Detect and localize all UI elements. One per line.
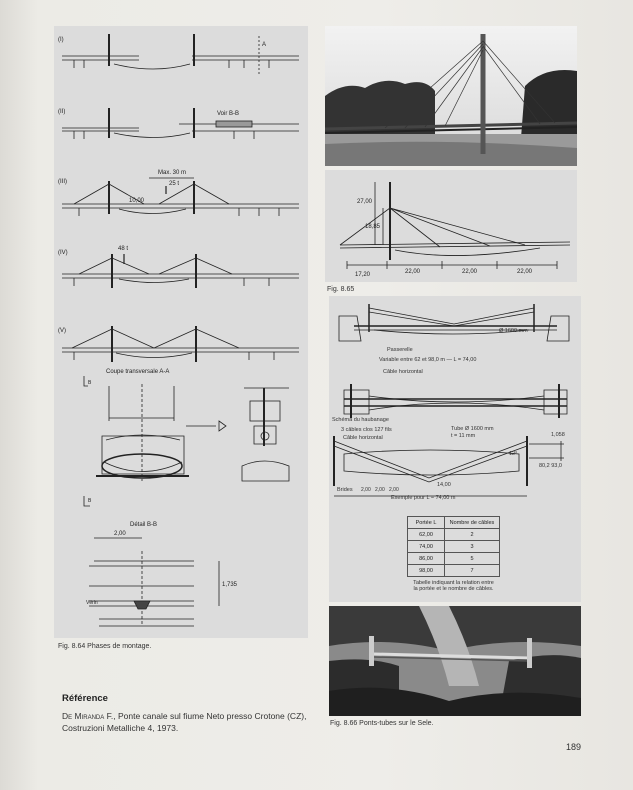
span-1-label: 17,20 bbox=[355, 272, 371, 278]
section-mark-a: A bbox=[262, 42, 267, 48]
table-header-cell: Portée L bbox=[408, 517, 445, 529]
cables-table bbox=[407, 516, 500, 577]
dim-1735-label: 1,735 bbox=[222, 582, 238, 588]
span-2-label: 22,00 bbox=[405, 269, 421, 275]
phase-1-diagram bbox=[62, 34, 299, 74]
dim-1058-label: 1,058 bbox=[551, 432, 565, 438]
phase-label-1: (I) bbox=[58, 37, 64, 43]
table-cell: 2 bbox=[445, 529, 500, 541]
detail-bb-title: Détail B-B bbox=[130, 522, 158, 528]
phase-2-diagram bbox=[62, 108, 299, 139]
table-header-row bbox=[408, 517, 500, 529]
reference-text: , Ponte canale sul fiume Neto presso Crotone (CZ), Costruzioni Metalliche 4, 1973. bbox=[62, 711, 307, 733]
table-note-1: Tabelle indiquant la relation entre bbox=[413, 580, 494, 586]
exemple-label: Exemple pour L = 74,00 m bbox=[391, 495, 456, 501]
table-cell: 3 bbox=[445, 541, 500, 553]
table-cell: 5 bbox=[445, 553, 500, 565]
variable-span-label: Variable entre 62 et 98,0 m — L = 74,00 bbox=[379, 357, 477, 363]
table-cell: 62,00 bbox=[408, 529, 445, 541]
table-cell: 86,00 bbox=[408, 553, 445, 565]
height-27-label: 27,00 bbox=[357, 199, 373, 205]
section-mark-b-bottom: B bbox=[88, 498, 92, 504]
fig-8-66-panel bbox=[329, 296, 581, 602]
phase-label-3: (III) bbox=[58, 179, 67, 185]
table-header-cell: Nombre de câbles bbox=[445, 517, 500, 529]
cable-horizontal-2-label: Câble horizontal bbox=[343, 435, 383, 441]
small-dim-2: 2,00 bbox=[375, 487, 385, 493]
tube-spec-label: Tube Ø 1600 mm bbox=[451, 426, 494, 432]
small-dim-1: 2,00 bbox=[361, 487, 371, 493]
reference-heading: Référence bbox=[62, 693, 108, 704]
page-number: 189 bbox=[566, 742, 582, 752]
fig-8-64-panel bbox=[54, 26, 308, 638]
phase-3-diagram bbox=[62, 178, 299, 216]
max-30m-label: Max. 30 m bbox=[158, 170, 187, 176]
fig-8-66-photo bbox=[329, 606, 581, 716]
phase-5-diagram bbox=[62, 326, 299, 362]
reference-body bbox=[62, 710, 317, 734]
schema-haubanage-label: Schéma du haubanage bbox=[332, 417, 389, 423]
passerelle-label: Passerelle bbox=[387, 347, 413, 353]
fig-8-65-photo bbox=[325, 26, 577, 166]
phase-4-diagram bbox=[62, 254, 299, 288]
span-3-label: 22,00 bbox=[462, 269, 478, 275]
small-dim-3: 2,00 bbox=[389, 487, 399, 493]
dims-right-label: 80,2 93,0 bbox=[539, 463, 562, 469]
voir-bb-label: Voir B-B bbox=[217, 111, 240, 117]
table-row bbox=[408, 529, 500, 541]
cable-horizontal-label: Câble horizontal bbox=[383, 369, 423, 375]
table-row bbox=[408, 565, 500, 577]
load-25t-label: 25 t bbox=[169, 181, 180, 187]
fig-8-64-drawing bbox=[54, 26, 308, 638]
dim-10-label: 10,00 bbox=[129, 198, 145, 204]
section-mark-b-top: B bbox=[88, 380, 92, 386]
cables-table-wrap bbox=[407, 516, 500, 592]
dim-200-label: 2,00 bbox=[114, 531, 126, 537]
span-4-label: 22,00 bbox=[517, 269, 533, 275]
phase-label-2: (II) bbox=[58, 109, 66, 115]
fig-8-65-drawing bbox=[325, 170, 577, 282]
cross-section-aa-drawing bbox=[84, 376, 289, 506]
phase-label-4: (IV) bbox=[58, 250, 68, 256]
table-row bbox=[408, 553, 500, 565]
verin-label: Vérin bbox=[86, 600, 98, 606]
table-note-2: la portée et le nombre de câbles. bbox=[413, 586, 494, 592]
tube-diameter-label: Ø 1600 mm bbox=[499, 328, 528, 334]
cables-clos-label: 3 câbles clos 127 fils bbox=[341, 427, 392, 433]
fig-8-65-drawing-panel bbox=[325, 170, 577, 282]
reference-author: De Miranda F. bbox=[62, 711, 114, 721]
load-48t-label: 48 t bbox=[118, 246, 129, 252]
fig-8-64-caption: Fig. 8.64 Phases de montage. bbox=[58, 643, 152, 650]
table-row bbox=[408, 541, 500, 553]
table-cell: 7 bbox=[445, 565, 500, 577]
table-cell: 74,00 bbox=[408, 541, 445, 553]
thickness-label: t = 11 mm bbox=[451, 433, 476, 439]
coupe-aa-title: Coupe transversale A-A bbox=[106, 369, 170, 375]
height-1885-label: 18,85 bbox=[365, 224, 381, 230]
dim-14-label: 14,00 bbox=[437, 482, 451, 488]
brides-label: Brides bbox=[337, 487, 353, 493]
angle-label: 12° bbox=[509, 451, 518, 457]
fig-8-65-caption: Fig. 8.65 bbox=[327, 286, 355, 293]
fig-8-66-caption: Fig. 8.66 Ponts-tubes sur le Sele. bbox=[330, 720, 434, 727]
detail-bb-drawing bbox=[89, 538, 219, 626]
table-cell: 98,00 bbox=[408, 565, 445, 577]
phase-label-5: (V) bbox=[58, 328, 66, 334]
